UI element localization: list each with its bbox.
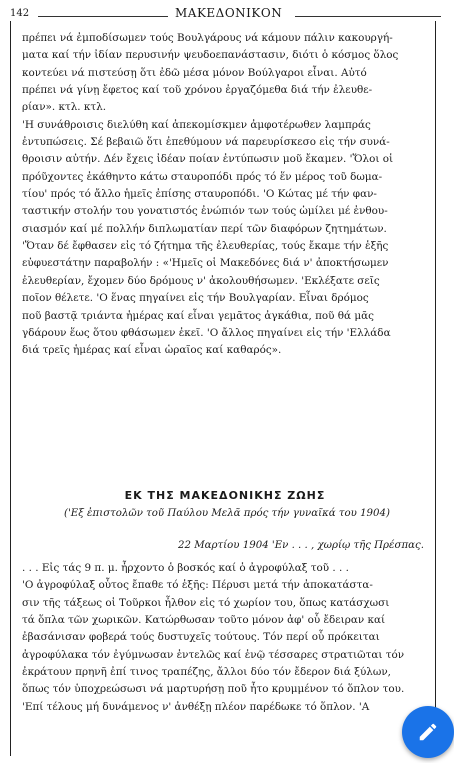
text-line: ἐκράτουν πρηνῆ ἐπί τινος τραπέζης, ἄλλοι δύο τόν ἔδερον διά ξύλων,	[22, 666, 391, 679]
text-line: σιασμόν καί μέ πολλήν διπλωματίαν περί τῶν διαφόρων ζητημάτων.	[22, 222, 387, 235]
edit-button[interactable]	[402, 706, 454, 758]
text-line: ἐντυπώσεις. Σέ βεβαιῶ ὅτι ἐπεθύμουν νά παρευρίσκεσο εἰς τήν συνά-	[22, 136, 390, 149]
text-line: ρίαν». κτλ. κτλ.	[22, 101, 107, 114]
text-line: ἐβασάνισαν φοβερά τούς δυστυχεῖς τούτους. Τόν περί οὗ πρόκειται	[22, 631, 380, 644]
text-line: πρόῦχοντες ἐκάθηντο κάτω σταυροπόδι πρός τό ἕν μέρος τοῦ δωμα-	[22, 170, 383, 183]
text-line: 'Επί τέλους μή δυνάμενος ν' ἀνθέξῃ πλέον παρέδωκε τό ὅπλον. 'Α	[22, 700, 370, 713]
text-line: σιν τῆς τάξεως οἱ Τοῦρκοι ἦλθον εἰς τό χωρίον του, ὅπως κατάσχωσι	[22, 596, 390, 609]
page-number: 142	[10, 8, 30, 19]
pencil-edit-icon	[417, 721, 439, 743]
running-title: ΜΑΚΕΔΟΝΙΚΟΝ	[175, 6, 283, 20]
body-text-2	[22, 560, 424, 716]
section-subheading: ('Εξ ἐπιστολῶν τοῦ Παύλου Μελᾶ πρός τήν γυναῖκά του 1904)	[64, 508, 390, 519]
header-rule-right	[295, 16, 441, 17]
text-line: . . . Εἰς τάς 9 π. μ. ἦρχοντο ὁ βοσκός καί ὁ ἀγροφύλαξ τοῦ . . .	[22, 562, 349, 574]
text-line: ποῦ βαστᾷ τριάντα ἡμέρας καί εἶναι γεμᾶτος ἀγκάθια, ποῦ θά μᾶς	[22, 309, 374, 322]
header-rule-left	[38, 16, 168, 17]
letter-dateline: 22 Μαρτίου 1904 'Εν . . . , χωρίῳ τῆς Πρέσπας.	[178, 540, 424, 551]
text-line: ἀγροφύλακα τόν ἐγύμνωσαν ἐντελῶς καί ἐνῷ τέσσαρες στρατιῶται τόν	[22, 648, 405, 661]
text-line: κοντεύει νά πιστεύσῃ ὅτι ἐδῶ μέσα μόνον Βούλγαροι εἶναι. Αὐτό	[22, 66, 367, 79]
text-line: πρέπει νά γίνῃ ἔφετος καί τοῦ χρόνου ἐργαζόμεθα διά τήν ἐλευθε-	[22, 84, 373, 97]
text-line: τά ὅπλα τῶν χωρικῶν. Κατώρθωσαν τοῦτο μόνον ἀφ' οὗ ἔδειραν καί	[22, 614, 386, 627]
section-heading: ΕΚ ΤΗΣ ΜΑΚΕΔΟΝΙΚΗΣ ΖΩΗΣ	[124, 489, 326, 502]
text-line: εὐφυεστάτην παραβολήν : «'Ημεῖς οἱ Μακεδόνες διά ν' ἀποκτήσωμεν	[22, 257, 389, 270]
text-line: 'Ο ἀγροφύλαξ οὗτος ἔπαθε τό ἑξῆς: Πέρυσι μετά τήν ἀποκατάστα-	[22, 579, 373, 592]
text-line: γδάρουν ἕως ὅτου φθάσωμεν ἐκεῖ. 'Ο ἄλλος πηγαίνει εἰς τήν 'Ελλάδα	[22, 326, 391, 339]
text-line: τίου' πρός τό ἄλλο ἡμεῖς ἐπίσης σταυροπόδι. 'Ο Κώτας μέ τήν φαν-	[22, 188, 377, 201]
text-line: ματα καί τήν ἰδίαν περυσινήν ψευδοεπανάστασιν, διότι ὁ κόσμος ὅλος	[22, 49, 399, 62]
text-line: 'Ὅταν δέ ἔφθασεν εἰς τό ζήτημα τῆς ἐλευθερίας, τούς ἔκαμε τήν ἑξῆς	[22, 240, 389, 253]
text-line: ὅπως τόν ὑποχρεώσωσι νά μαρτυρήσῃ ποῦ ἦτο κρυμμένον τό ὅπλον του.	[22, 683, 405, 696]
text-line: θροισιν αὐτήν. Δέν ἔχεις ἰδέαν ποίαν ἐντύπωσιν μοῦ ἔκαμεν. 'Ὅλοι οἱ	[22, 153, 394, 166]
text-line: ἐλευθερίαν, ἔχομεν δύο δρόμους ν' ἀκολουθήσωμεν. 'Εκλέξατε σεῖς	[22, 274, 380, 287]
text-line: πρέπει νά ἐμποδίσωμεν τούς Βουλγάρους νά κάμουν πάλιν κακουργή-	[22, 32, 393, 44]
text-line: 'Η συνάθροισις διελύθη καί ἀπεκομίσκμεν ἀμφοτέρωθεν λαμπράς	[22, 118, 371, 131]
text-line: ταστικήν στολήν του γονατιστός ἐνώπιόν των τούς ὡμίλει μέ ἐνθου-	[22, 205, 388, 218]
text-line: ποῖον θέλετε. 'Ο ἕνας πηγαίνει εἰς τήν Βουλγαρίαν. Εἶναι δρόμος	[22, 292, 369, 305]
text-line: διά τρεῖς ἡμέρας καί εἶναι ὡραῖος καί καθαρός».	[22, 344, 282, 357]
body-text-1	[22, 30, 424, 360]
